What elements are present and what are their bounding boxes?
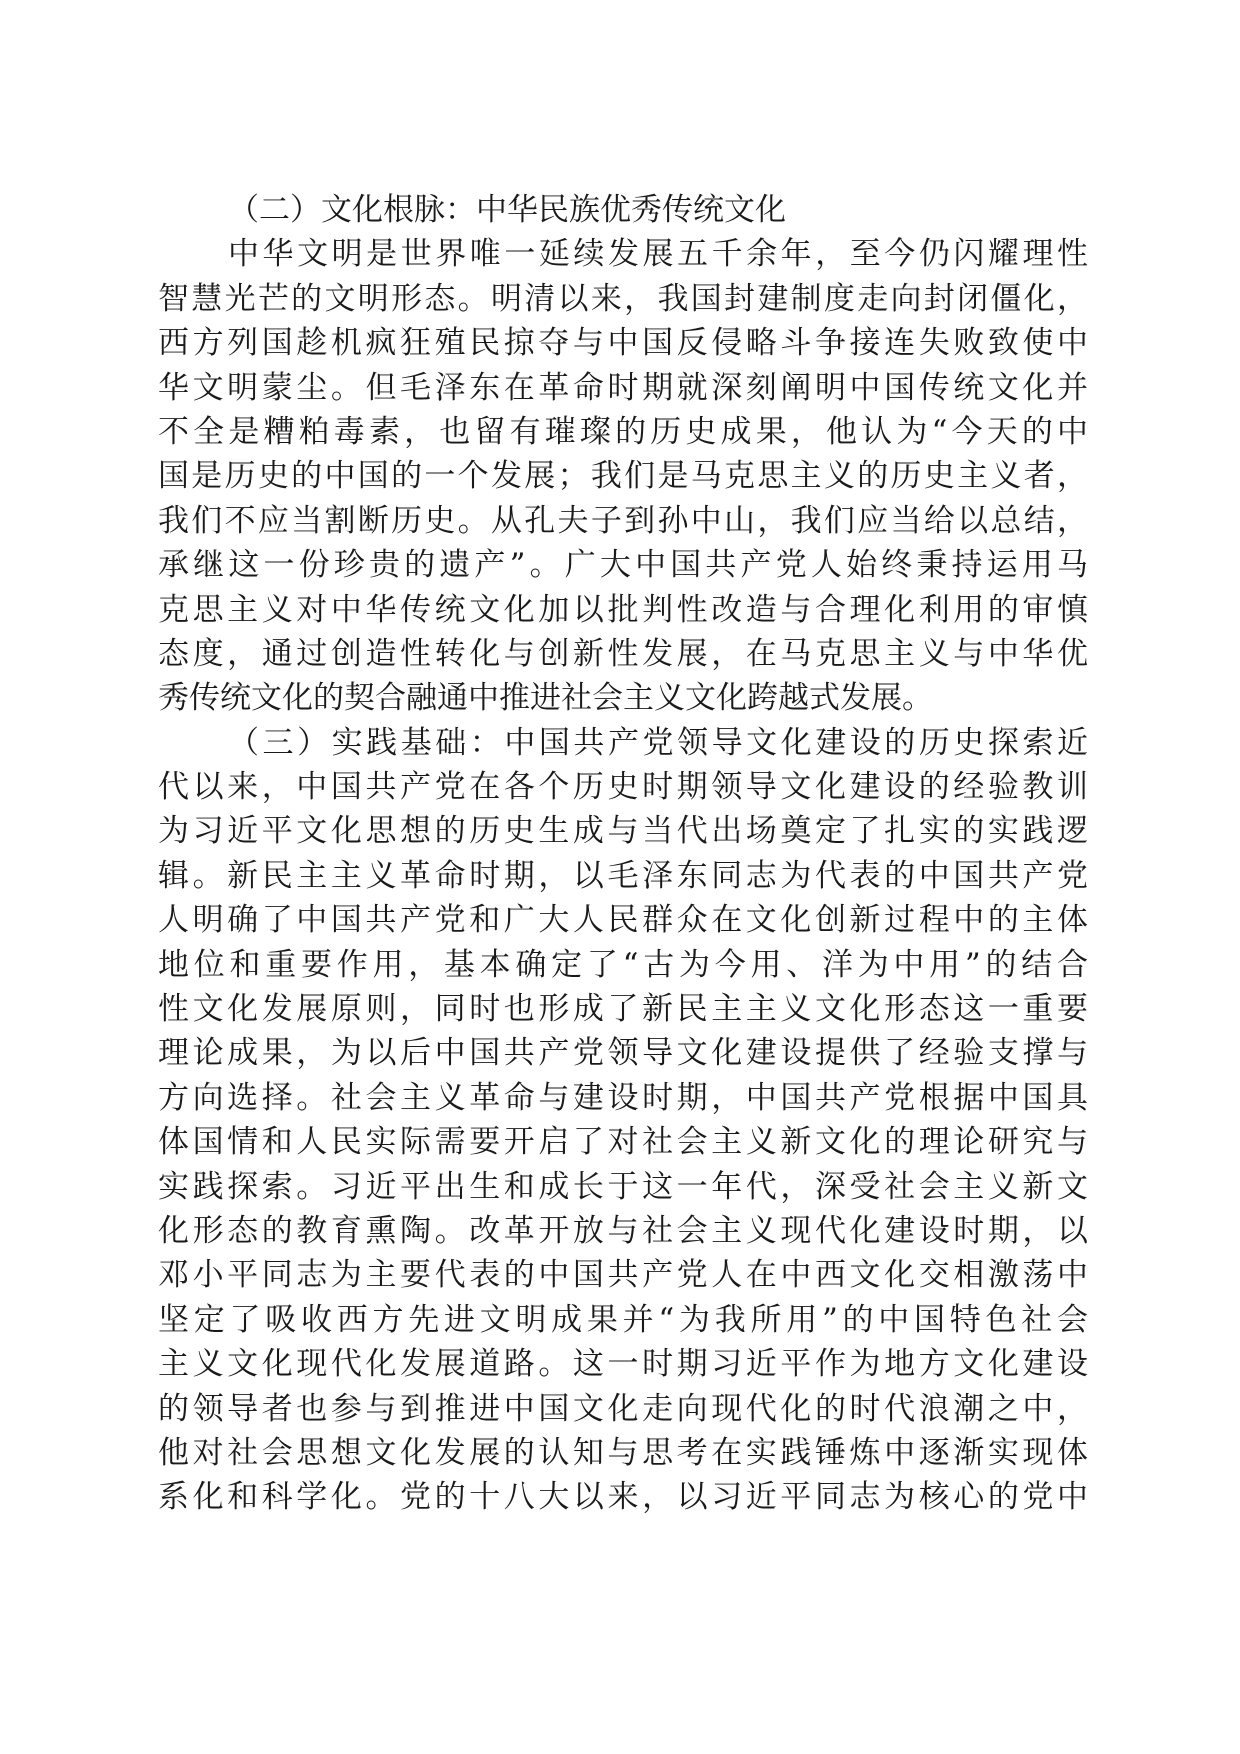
paragraph-line: 克思主义对中华传统文化加以批判性改造与合理化利用的审慎 [158,591,1088,628]
section-heading-2: （二）文化根脉：中华民族优秀传统文化 [228,192,786,228]
paragraph-line: 邓小平同志为主要代表的中国共产党人在中西文化交相激荡中 [158,1257,1088,1294]
paragraph-line: 智慧光芒的文明形态。明清以来，我国封建制度走向封闭僵化， [158,280,1088,317]
paragraph-line: 人明确了中国共产党和广大人民群众在文化创新过程中的主体 [158,902,1088,939]
paragraph-line: 中华文明是世界唯一延续发展五千余年，至今仍闪耀理性 [228,236,1088,273]
section-heading-3-line: （三）实践基础：中国共产党领导文化建设的历史探索近 [228,724,1088,761]
paragraph-line: 辑。新民主主义革命时期，以毛泽东同志为代表的中国共产党 [158,857,1088,894]
paragraph-line: 华文明蒙尘。但毛泽东在革命时期就深刻阐明中国传统文化并 [158,369,1088,406]
paragraph-line: 为习近平文化思想的历史生成与当代出场奠定了扎实的实践逻 [158,813,1088,850]
body-text [158,188,1088,1520]
paragraph-line: 西方列国趁机疯狂殖民掠夺与中国反侵略斗争接连失败致使中 [158,325,1088,362]
paragraph-line: 性文化发展原则，同时也形成了新民主主义文化形态这一重要 [158,991,1088,1028]
paragraph-line: 坚定了吸收西方先进文明成果并“为我所用”的中国特色社会 [158,1301,1088,1338]
paragraph-line: 体国情和人民实际需要开启了对社会主义新文化的理论研究与 [158,1124,1088,1161]
paragraph-line: 系化和科学化。党的十八大以来，以习近平同志为核心的党中 [158,1479,1088,1516]
paragraph-line: 态度，通过创造性转化与创新性发展，在马克思主义与中华优 [158,635,1088,672]
paragraph-line: 不全是糟粕毒素，也留有璀璨的历史成果，他认为“今天的中 [158,413,1088,450]
paragraph-line: 承继这一份珍贵的遗产”。广大中国共产党人始终秉持运用马 [158,547,1088,584]
paragraph-line: 方向选择。社会主义革命与建设时期，中国共产党根据中国具 [158,1079,1088,1116]
paragraph-line: 的领导者也参与到推进中国文化走向现代化的时代浪潮之中， [158,1390,1088,1427]
paragraph-line: 我们不应当割断历史。从孔夫子到孙中山，我们应当给以总结， [158,502,1088,539]
paragraph-line: 国是历史的中国的一个发展；我们是马克思主义的历史主义者， [158,458,1088,495]
paragraph-line: 代以来，中国共产党在各个历史时期领导文化建设的经验教训 [158,769,1088,806]
paragraph-line: 地位和重要作用，基本确定了“古为今用、洋为中用”的结合 [158,946,1088,983]
paragraph-line: 他对社会思想文化发展的认知与思考在实践锤炼中逐渐实现体 [158,1434,1088,1471]
paragraph-line: 主义文化现代化发展道路。这一时期习近平作为地方文化建设 [158,1346,1088,1383]
paragraph-line: 理论成果，为以后中国共产党领导文化建设提供了经验支撑与 [158,1035,1088,1072]
paragraph-line: 化形态的教育熏陶。改革开放与社会主义现代化建设时期，以 [158,1212,1088,1249]
paragraph-line: 实践探索。习近平出生和成长于这一年代，深受社会主义新文 [158,1168,1088,1205]
paragraph-line: 秀传统文化的契合融通中推进社会主义文化跨越式发展。 [158,680,933,717]
